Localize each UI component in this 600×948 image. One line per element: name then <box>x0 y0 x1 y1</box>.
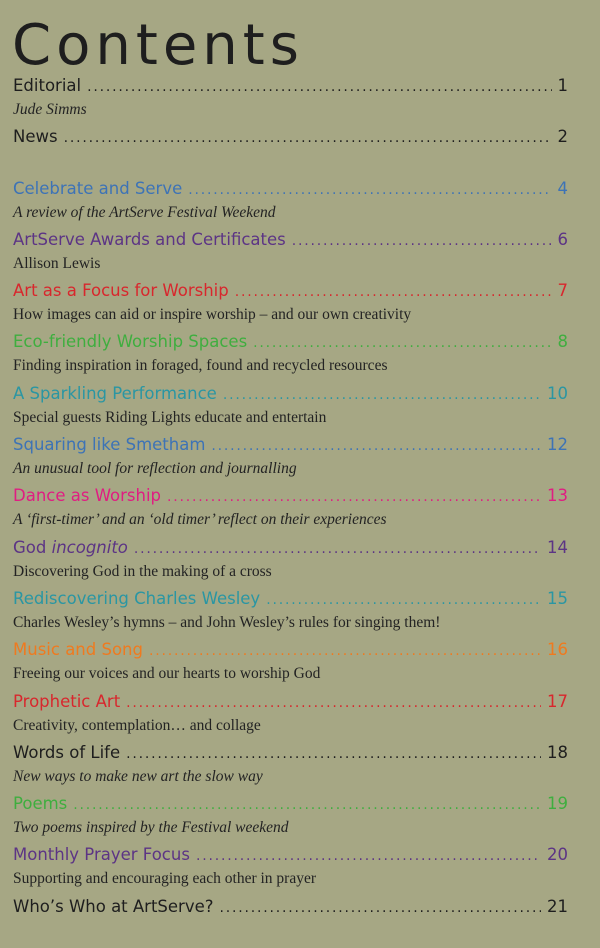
entry-subtitle: New ways to make new art the slow way <box>13 767 263 785</box>
dot-leader <box>188 182 551 198</box>
contents-entry[interactable] <box>13 127 568 178</box>
contents-entry[interactable] <box>13 281 568 332</box>
page-number: 13 <box>547 486 568 506</box>
entry-subtitle: Jude Simms <box>13 101 87 118</box>
dot-leader <box>266 592 541 608</box>
page-number: 7 <box>557 281 568 301</box>
entry-heading-row <box>13 589 568 613</box>
dot-leader <box>235 284 552 300</box>
contents-entry[interactable] <box>13 589 568 640</box>
entry-subtitle: Creativity, contemplation… and collage <box>13 716 261 734</box>
entry-title: Dance as Worship <box>13 486 162 506</box>
entry-title: Who’s Who at ArtServe? <box>13 896 214 916</box>
entry-title: Prophetic Art <box>13 691 121 711</box>
dot-leader <box>211 438 541 454</box>
contents-entry[interactable] <box>13 332 568 383</box>
contents-entry[interactable] <box>13 179 568 230</box>
entry-subtitle: Two poems inspired by the Festival weekend <box>13 819 289 837</box>
dot-leader <box>73 797 541 813</box>
contents-list <box>13 76 568 948</box>
entry-heading-row <box>13 897 568 921</box>
entry-subtitle: How images can aid or inspire worship – and our own creativity <box>13 306 412 324</box>
dot-leader <box>292 233 552 249</box>
contents-entry[interactable] <box>13 384 568 435</box>
dot-leader <box>126 695 541 711</box>
entry-subtitle: Freeing our voices and our hearts to worship God <box>13 665 321 683</box>
entry-title: Editorial <box>13 76 82 95</box>
entry-heading-row <box>13 692 568 716</box>
dot-leader <box>149 643 541 659</box>
dot-leader <box>134 541 541 557</box>
entry-subtitle: Allison Lewis <box>13 254 101 272</box>
dot-leader <box>223 387 541 403</box>
page-number: 21 <box>547 896 568 916</box>
entry-title-italic: incognito <box>51 537 128 557</box>
contents-entry[interactable] <box>13 692 568 743</box>
page-number: 10 <box>547 383 568 403</box>
entry-subtitle: Finding inspiration in foraged, found and recycled resources <box>13 357 388 375</box>
entry-title: Words of Life <box>13 742 121 762</box>
entry-title: Rediscovering Charles Wesley <box>13 588 261 608</box>
entry-heading-row <box>13 127 568 151</box>
entry-heading-row <box>13 743 568 767</box>
page-number: 4 <box>557 178 568 198</box>
dot-leader <box>87 79 551 95</box>
contents-entry[interactable] <box>13 897 568 948</box>
entry-heading-row <box>13 435 568 459</box>
dot-leader <box>167 489 541 505</box>
entry-subtitle: An unusual tool for reflection and journalling <box>13 460 297 478</box>
dot-leader <box>196 848 541 864</box>
entry-title: Celebrate and Serve <box>13 178 183 198</box>
contents-entry[interactable] <box>13 76 568 127</box>
entry-title: News <box>13 127 58 147</box>
entry-subtitle: A review of the ArtServe Festival Weekend <box>13 203 276 221</box>
page-number: 16 <box>547 640 568 660</box>
contents-entry[interactable] <box>13 794 568 845</box>
page-number: 12 <box>547 435 568 455</box>
page-number: 20 <box>547 845 568 865</box>
contents-entry[interactable] <box>13 743 568 794</box>
entry-title: A Sparkling Performance <box>13 383 217 403</box>
entry-heading-row <box>13 640 568 664</box>
page-number: 1 <box>557 76 568 95</box>
entry-heading-row <box>13 332 568 356</box>
dot-leader <box>126 746 541 762</box>
page-number: 18 <box>547 742 568 762</box>
page-number: 14 <box>547 537 568 557</box>
entry-heading-row <box>13 281 568 305</box>
entry-heading-row <box>13 794 568 818</box>
contents-entry[interactable] <box>13 230 568 281</box>
entry-title: Music and Song <box>13 640 143 660</box>
entry-subtitle: Discovering God in the making of a cross <box>13 562 272 580</box>
page-title: Contents <box>12 13 304 78</box>
entry-heading-row <box>13 384 568 408</box>
entry-subtitle: A ‘first-timer’ and an ‘old timer’ reflect on their experiences <box>13 511 387 529</box>
entry-title <box>13 538 128 557</box>
entry-title: Eco-friendly Worship Spaces <box>13 332 248 352</box>
entry-heading-row <box>13 486 568 510</box>
entry-subtitle: Supporting and encouraging each other in prayer <box>13 870 317 888</box>
contents-entry[interactable] <box>13 435 568 486</box>
page-number: 19 <box>547 794 568 814</box>
entry-title: Art as a Focus for Worship <box>13 281 229 301</box>
page-number: 6 <box>557 229 568 249</box>
entry-title-plain: God <box>13 537 52 557</box>
page-number: 2 <box>557 127 568 147</box>
page-number: 8 <box>557 332 568 352</box>
entry-title: ArtServe Awards and Certificates <box>13 229 286 249</box>
entry-title: Monthly Prayer Focus <box>13 845 190 865</box>
entry-heading-row <box>13 845 568 869</box>
contents-entry[interactable] <box>13 538 568 589</box>
entry-title: Squaring like Smetham <box>13 435 206 455</box>
entry-heading-row <box>13 179 568 203</box>
dot-leader <box>253 335 551 351</box>
entry-subtitle: Special guests Riding Lights educate and entertain <box>13 408 327 426</box>
entry-subtitle: Charles Wesley’s hymns – and John Wesley’s rules for singing them! <box>13 613 441 631</box>
entry-heading-row <box>13 538 568 562</box>
contents-entry[interactable] <box>13 845 568 896</box>
entry-heading-row <box>13 230 568 254</box>
page-number: 17 <box>547 691 568 711</box>
page-number: 15 <box>547 588 568 608</box>
contents-entry[interactable] <box>13 486 568 537</box>
dot-leader <box>64 130 552 146</box>
contents-entry[interactable] <box>13 640 568 691</box>
entry-title: Poems <box>13 794 68 814</box>
entry-heading-row <box>13 76 568 100</box>
dot-leader <box>220 900 541 916</box>
